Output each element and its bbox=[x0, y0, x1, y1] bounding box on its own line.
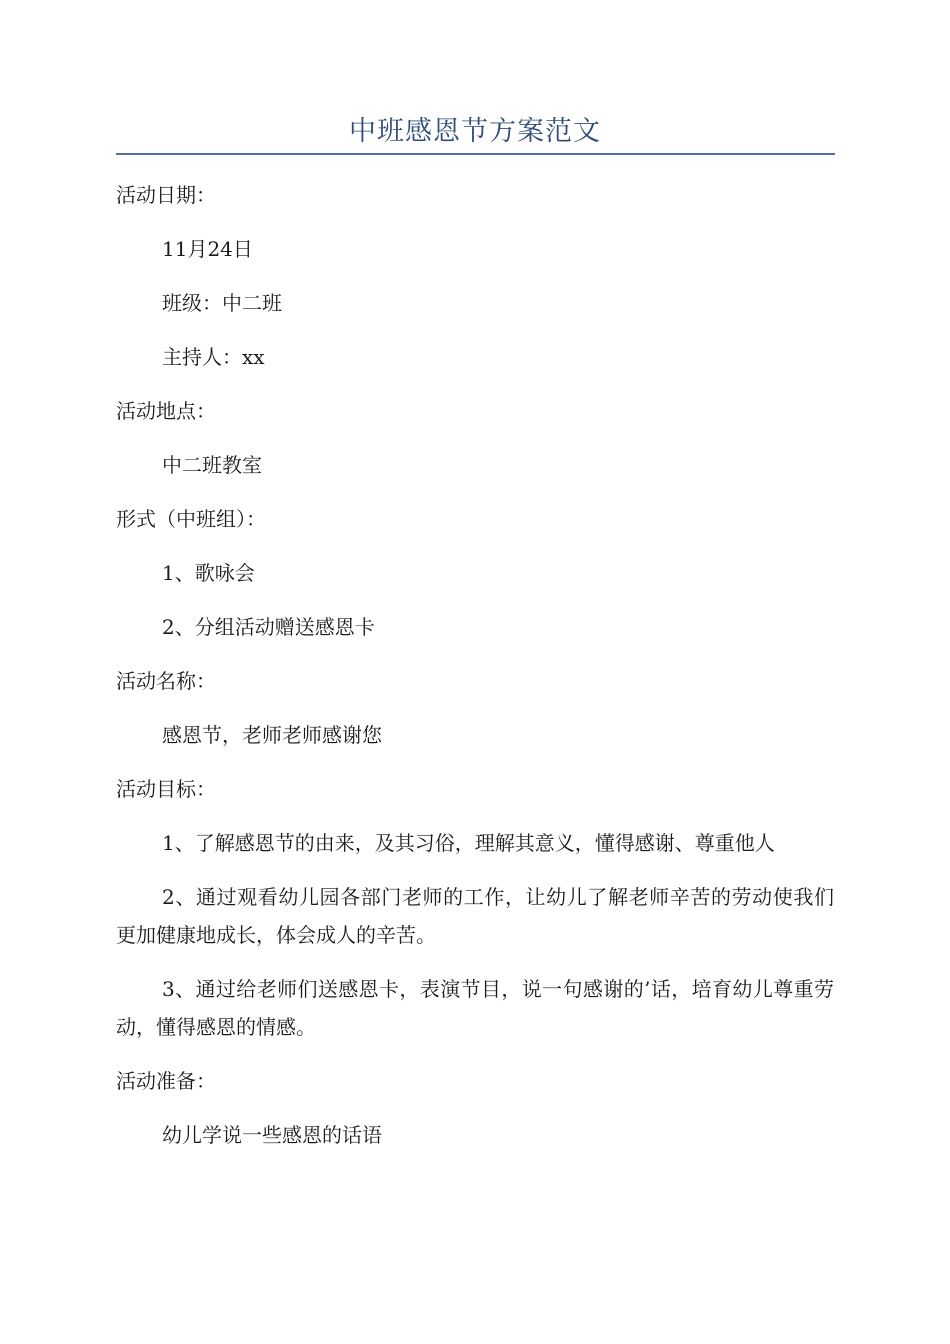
paragraph: 中二班教室 bbox=[162, 453, 262, 477]
paragraph: 11月24日 bbox=[162, 237, 253, 261]
paragraph: 感恩节，老师老师感谢您 bbox=[162, 723, 382, 747]
paragraph: 1、了解感恩节的由来，及其习俗，理解其意义，懂得感谢、尊重他人 bbox=[162, 831, 775, 855]
paragraph: 班级：中二班 bbox=[162, 291, 282, 315]
page-title: 中班感恩节方案范文 bbox=[349, 116, 601, 147]
section-heading: 活动日期： bbox=[116, 183, 216, 207]
section-heading: 活动准备： bbox=[116, 1069, 216, 1093]
document-body bbox=[116, 176, 834, 1170]
section-heading: 形式（中班组）： bbox=[116, 507, 266, 531]
section-heading: 活动名称： bbox=[116, 669, 216, 693]
section-heading: 活动地点： bbox=[116, 399, 216, 423]
paragraph: 主持人：xx bbox=[162, 345, 265, 369]
title-underline bbox=[116, 153, 835, 155]
paragraph: 3、通过给老师们送感恩卡，表演节目，说一句感谢的’话，培育幼儿尊重劳动，懂得感恩的情感。 bbox=[116, 977, 834, 1039]
paragraph: 2、通过观看幼儿园各部门老师的工作，让幼儿了解老师辛苦的劳动使我们更加健康地成长，体会成人的辛苦。 bbox=[116, 885, 834, 947]
paragraph: 1、歌咏会 bbox=[162, 561, 255, 585]
paragraph: 幼儿学说一些感恩的话语 bbox=[162, 1123, 382, 1147]
section-heading: 活动目标： bbox=[116, 777, 216, 801]
paragraph: 2、分组活动赠送感恩卡 bbox=[162, 615, 375, 639]
